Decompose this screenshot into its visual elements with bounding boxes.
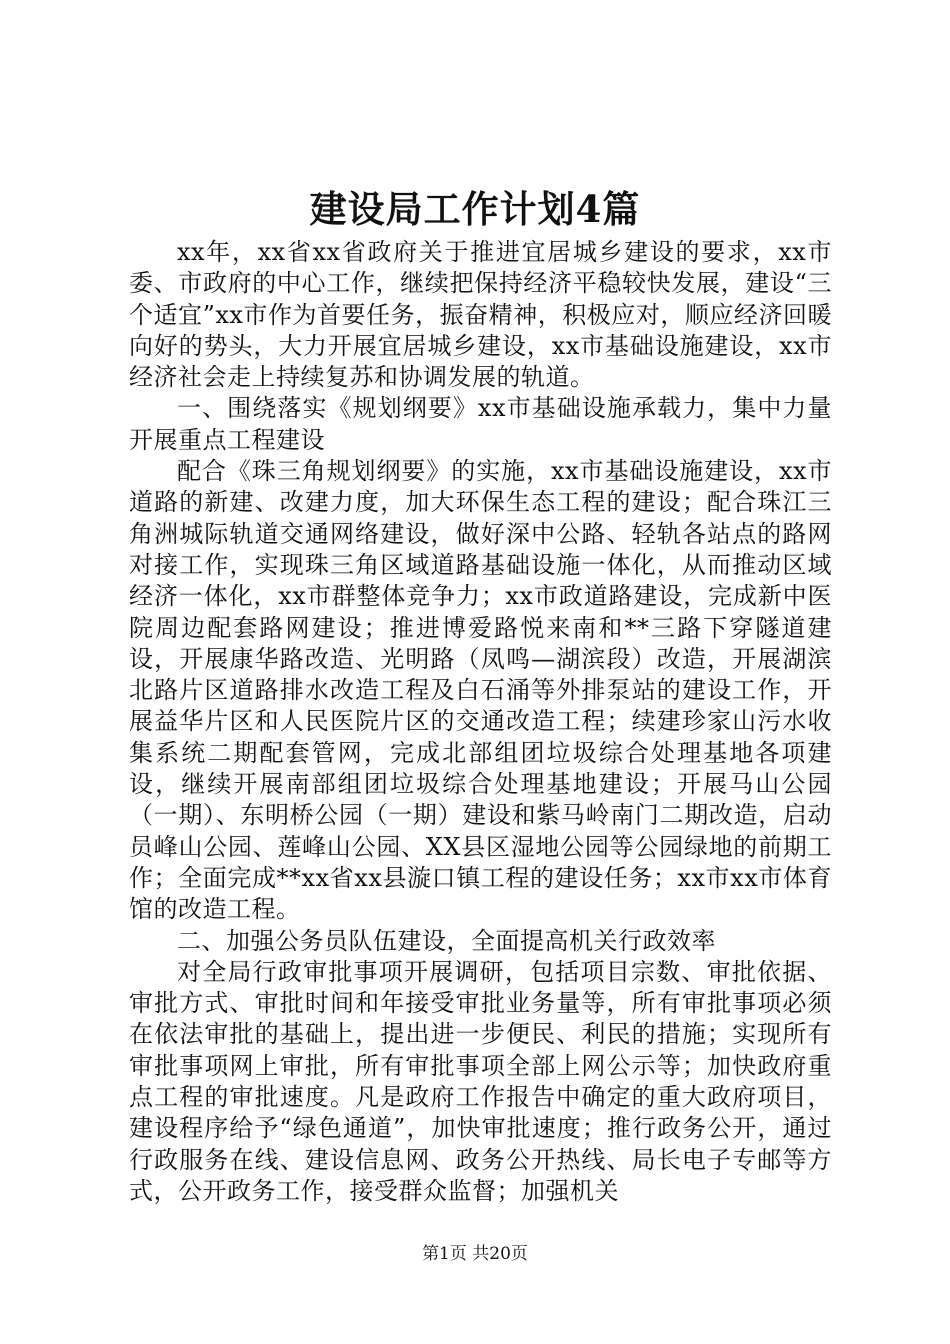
- document-body: [129, 237, 832, 1207]
- page-footer: 第1页 共20页: [422, 1244, 528, 1264]
- paragraph-section-1: 配合《珠三角规划纲要》的实施，xx市基础设施建设，xx市道路的新建、改建力度，加大环保生态工程的建设；配合珠江三角洲城际轨道交通网络建设，做好深中公路、轻轨各站点的路网对接工作，实现珠三角区域道路基础设施一体化，从而推动区域经济一体化，xx市群整体竞争力；xx市政道路建设，完成新中医院周边配套路网建设；推进博爱路悦来南和**三路下穿隧道建设，开展康华路改造、光明路（凤鸣—湖滨段）改造，开展湖滨北路片区道路排水改造工程及白石涌等外排泵站的建设工作，开展益华片区和人民医院片区的交通改造工程；续建珍家山污水收集系统二期配套管网，完成北部组团垃圾综合处理基地各项建设，继续开展南部组团垃圾综合处理基地建设；开展马山公园（一期）、东明桥公园（一期）建设和紫马岭南门二期改造，启动员峰山公园、莲峰山公园、XX县区湿地公园等公园绿地的前期工作；全面完成**xx省xx县漩口镇工程的建设任务；xx市xx市体育馆的改造工程。: [129, 457, 832, 924]
- section-heading-2: 二、加强公务员队伍建设，全面提高机关行政效率: [177, 926, 716, 955]
- paragraph-intro: xx年，xx省xx省政府关于推进宜居城乡建设的要求，xx市委、市政府的中心工作，继续把保持经济平稳较快发展，建设“三个适宜”xx市作为首要任务，振奋精神，积极应对，顺应经济回暖向好的势头，大力开展宜居城乡建设，xx市基础设施建设，xx市经济社会走上持续复苏和协调发展的轨道。: [129, 238, 832, 392]
- document-title: 建设局工作计划4篇: [309, 187, 641, 231]
- section-heading-1: 一、围绕落实《规划纲要》xx市基础设施承载力，集中力量开展重点工程建设: [129, 394, 832, 454]
- paragraph-section-2: 对全局行政审批事项开展调研，包括项目宗数、审批依据、审批方式、审批时间和年接受审批业务量等，所有审批事项必须在依法审批的基础上，提出进一步便民、利民的措施；实现所有审批事项网上审批，所有审批事项全部上网公示等；加快政府重点工程的审批速度。凡是政府工作报告中确定的重大政府项目，建设程序给予“绿色通道”，加快审批速度；推行政务公开，通过行政服务在线、建设信息网、政务公开热线、局长电子专邮等方式，公开政务工作，接受群众监督；加强机关: [129, 957, 832, 1205]
